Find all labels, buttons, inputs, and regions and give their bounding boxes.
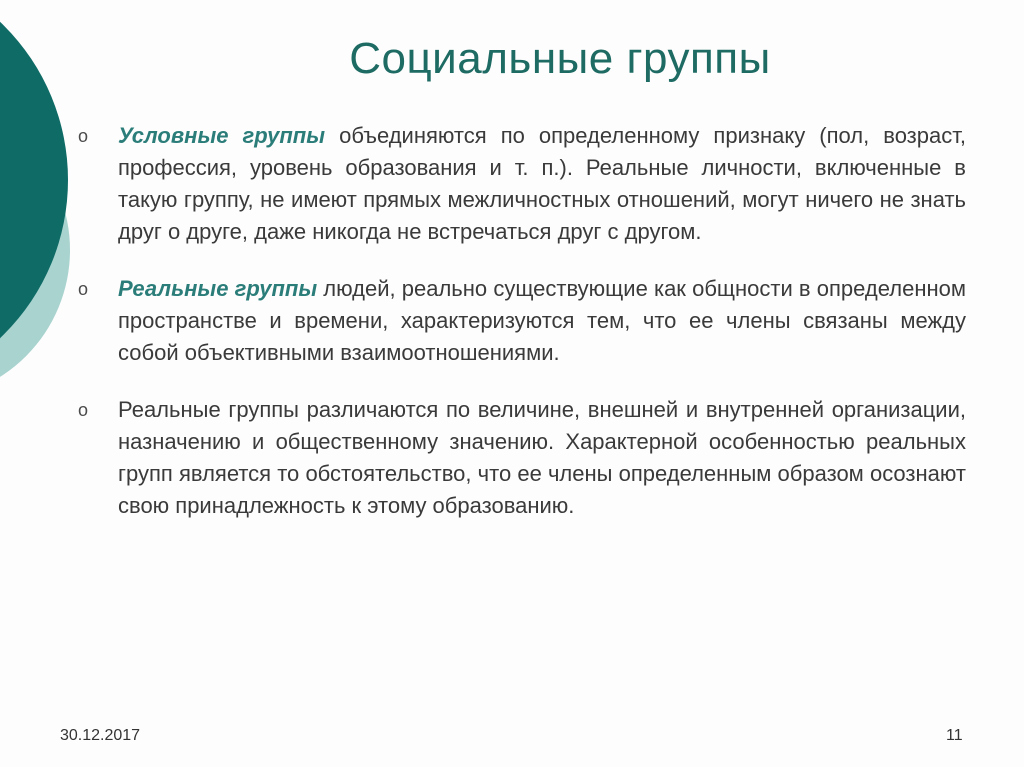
bullet-text: Реальные группы различаются по величине, внешней и внутренней организации, назначению и общественному значению. Характерной особенностью реальных групп является то обстоятельство, что ее члены определенным образом осознают свою принадлежность к этому образованию.: [118, 397, 966, 518]
bullet-marker-icon: o: [78, 126, 89, 146]
bullet-paragraph: [118, 394, 966, 522]
bullet-text: объединяются по определенному признаку (пол, возраст, профессия, уровень образования и т. п.). Реальные личности, включенные в такую группу, не имеют прямых межличностных отношений, могут ничего не знать друг о друге, даже никогда не встречаться друг с другом.: [118, 123, 966, 244]
bullet-text: людей, реально существующие как общности в определенном пространстве и времени, характеризуются тем, что ее члены связаны между собой объективными взаимоотношениями.: [118, 276, 966, 365]
footer-date: 30.12.2017: [60, 727, 141, 744]
bullet-emphasis: Реальные группы: [118, 276, 318, 301]
slide-title: Социальные группы: [349, 34, 771, 83]
bullet-item: [76, 273, 966, 369]
bullet-emphasis: Условные группы: [118, 123, 326, 148]
bullet-marker-icon: o: [78, 279, 89, 299]
bullet-marker-icon: o: [78, 400, 89, 420]
bullet-paragraph: [118, 273, 966, 369]
bullet-list: [76, 120, 966, 547]
bullet-item: [76, 394, 966, 522]
page-number: 11: [946, 727, 963, 744]
bullet-paragraph: [118, 120, 966, 248]
bullet-item: [76, 120, 966, 248]
